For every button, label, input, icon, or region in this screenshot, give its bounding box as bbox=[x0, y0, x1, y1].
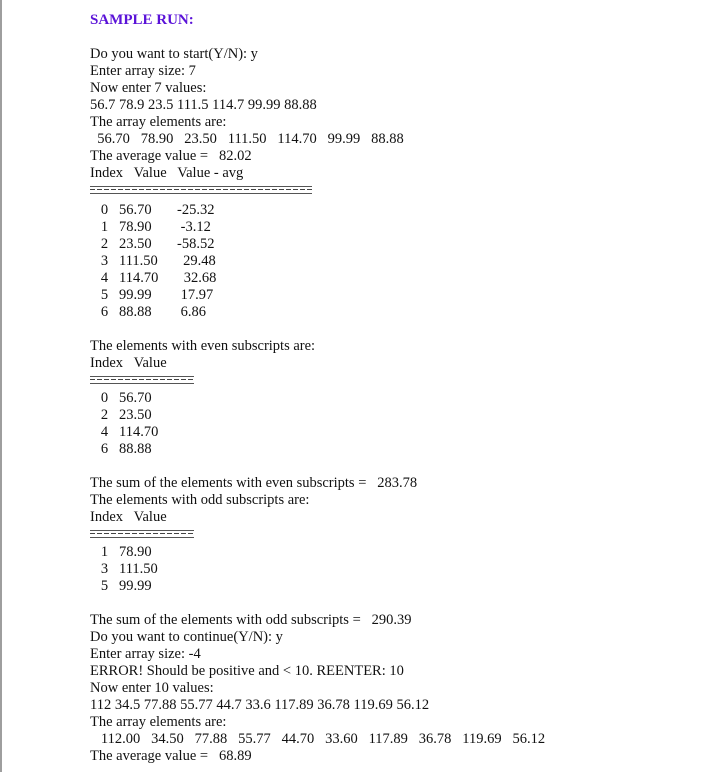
table-row: 6 88.88 6.86 bbox=[90, 304, 206, 320]
array-elements-heading: The array elements are: bbox=[90, 114, 227, 130]
table-separator bbox=[90, 186, 312, 194]
prompt-enter-values-2: Now enter 10 values: bbox=[90, 680, 214, 696]
error-message: ERROR! Should be positive and < 10. REENTER: 10 bbox=[90, 663, 404, 679]
section-title: SAMPLE RUN: bbox=[90, 12, 194, 28]
input-values-2: 112 34.5 77.88 55.77 44.7 33.6 117.89 36.78 119.69 56.12 bbox=[90, 697, 430, 713]
prompt-array-size: Enter array size: 7 bbox=[90, 63, 196, 79]
odd-table-header: Index Value bbox=[90, 509, 167, 525]
prompt-array-size-2: Enter array size: -4 bbox=[90, 646, 201, 662]
table-row: 0 56.70 -25.32 bbox=[90, 202, 215, 218]
even-table-header: Index Value bbox=[90, 355, 167, 371]
input-values: 56.7 78.9 23.5 111.5 114.7 99.99 88.88 bbox=[90, 97, 317, 113]
table-row: 2 23.50 -58.52 bbox=[90, 236, 215, 252]
table-header: Index Value Value - avg bbox=[90, 165, 244, 181]
even-table-separator bbox=[90, 376, 194, 384]
prompt-continue: Do you want to continue(Y/N): y bbox=[90, 629, 283, 645]
odd-subscripts-heading: The elements with odd subscripts are: bbox=[90, 492, 310, 508]
array-elements-values-2: 112.00 34.50 77.88 55.77 44.70 33.60 117.89 36.78 119.69 56.12 bbox=[90, 731, 546, 747]
table-row: 4 114.70 bbox=[90, 424, 159, 440]
prompt-enter-values: Now enter 7 values: bbox=[90, 80, 207, 96]
table-row: 5 99.99 bbox=[90, 578, 152, 594]
table-row: 1 78.90 bbox=[90, 544, 152, 560]
table-row: 4 114.70 32.68 bbox=[90, 270, 217, 286]
odd-table-separator bbox=[90, 530, 194, 538]
table-row: 6 88.88 bbox=[90, 441, 152, 457]
array-elements-values: 56.70 78.90 23.50 111.50 114.70 99.99 88.88 bbox=[90, 131, 404, 147]
table-row: 0 56.70 bbox=[90, 390, 152, 406]
table-row: 5 99.99 17.97 bbox=[90, 287, 214, 303]
table-row: 3 111.50 29.48 bbox=[90, 253, 216, 269]
array-elements-heading-2: The array elements are: bbox=[90, 714, 227, 730]
average-value-line-2: The average value = 68.89 bbox=[90, 748, 252, 764]
table-row: 3 111.50 bbox=[90, 561, 158, 577]
even-sum-line: The sum of the elements with even subscripts = 283.78 bbox=[90, 475, 418, 491]
table-row: 1 78.90 -3.12 bbox=[90, 219, 211, 235]
even-subscripts-heading: The elements with even subscripts are: bbox=[90, 338, 316, 354]
table-row: 2 23.50 bbox=[90, 407, 152, 423]
odd-sum-line: The sum of the elements with odd subscripts = 290.39 bbox=[90, 612, 412, 628]
prompt-start: Do you want to start(Y/N): y bbox=[90, 46, 258, 62]
average-value-line: The average value = 82.02 bbox=[90, 148, 252, 164]
